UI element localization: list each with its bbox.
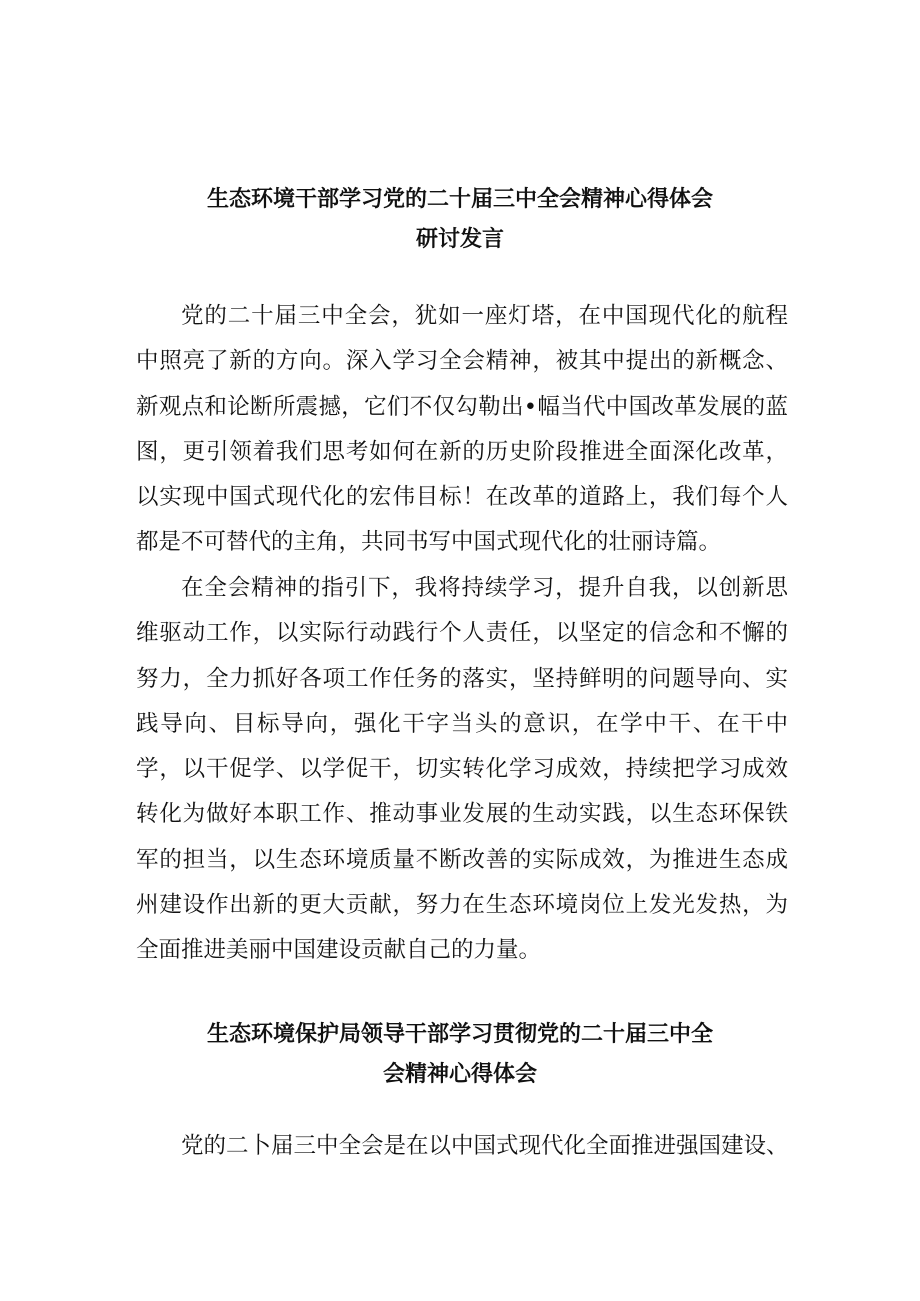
article-2-paragraph-1: 党的二卜届三中全会是在以中国式现代化全面推进强国建设、 (181, 1133, 789, 1159)
article-1-title-line-2: 研讨发言 (415, 226, 504, 252)
article-1-title (0, 180, 920, 260)
article-2-title (0, 1015, 920, 1095)
article-2-title-line-2: 会精神心得体会 (382, 1061, 537, 1087)
article-1-title-line-1: 生态环境干部学习党的二十届三中全会精神心得体会 (206, 186, 713, 212)
article-1-paragraph-1: 党的二十届三中全会，犹如一座灯塔，在中国现代化的航程中照亮了新的方向。深入学习全会精神，被其中提出的新概念、新观点和论断所震撼，它们不仅勾勒出•幅当代中国改革发展的蓝图，更引领着我们思考如何在新的历史阶段推进全面深化改革，以实现中国式现代化的宏伟目标！在改革的道路上，我们每个人都是不可替代的主角，共同书写中国式现代化的壮丽诗篇。 (136, 303, 788, 556)
article-2-title-line-1: 生态环境保护局领导干部学习贯彻党的二十届三中全 (206, 1021, 713, 1047)
article-1-paragraph-2: 在全会精神的指引下，我将持续学习，提升自我，以创新思维驱动工作，以实际行动践行个人责任，以坚定的信念和不懈的努力，全力抓好各项工作任务的落实，坚持鲜明的问题导向、实践导向、目标导向，强化干字当头的意识，在学中干、在干中学，以干促学、以学促干，切实转化学习成效，持续把学习成效转化为做好本职工作、推动事业发展的生动实践，以生态环保铁军的担当，以生态环境质量不断改善的实际成效，为推进生态成州建设作出新的更大贡献，努力在生态环境岗位上发光发热，为全面推进美丽中国建设贡献自己的力量。 (136, 575, 788, 964)
